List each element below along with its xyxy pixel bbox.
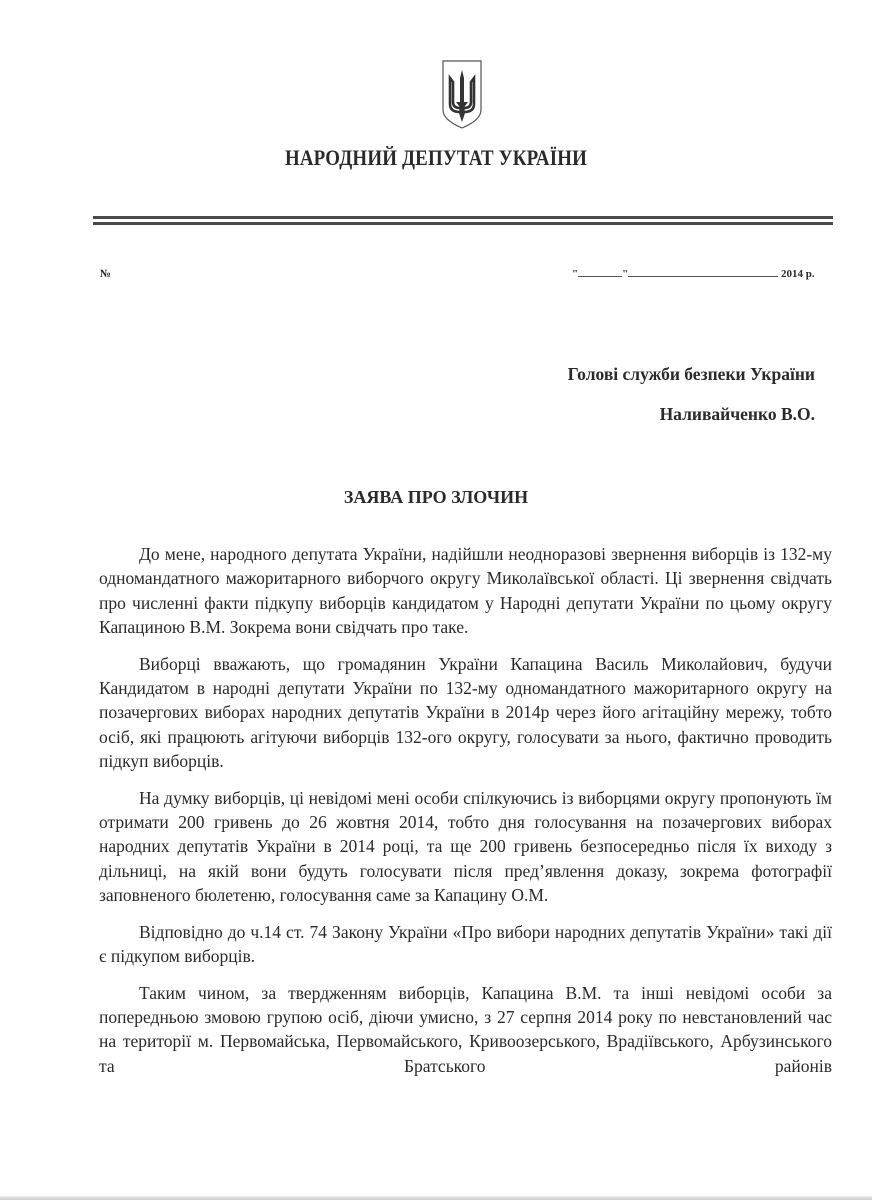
addressee-position: Голові служби безпеки України xyxy=(567,364,815,384)
org-title: НАРОДНИЙ ДЕПУТАТ УКРАЇНИ xyxy=(284,145,588,170)
document-number-label: № xyxy=(100,268,112,280)
date-quote-close: " xyxy=(622,268,629,280)
header-rule xyxy=(93,222,833,225)
paragraph: До мене, народного депутата України, надійшли неодноразові звернення виборців із 132-му одномандатного мажоритарного виборчого округу Миколаївської області. Ці звернення свідчать про численні факти підкупу виборців кандидатом у Народні депутати України по цьому округу Капациною В.М. Зокрема вони свідчать про таке. xyxy=(99,544,832,638)
date-quote-open: " xyxy=(572,268,579,280)
month-blank xyxy=(628,266,778,277)
document-body xyxy=(99,542,832,1090)
paragraph: Таким чином, за твердженням виборців, Капацина В.М. та інші невідомі особи за попередньою змовою групою осіб, діючи умисно, з 27 серпня 2014 року по невстановлений час на території м. Первомайська, Первомайського, Кривоозерського, Врадіївського, Арбузинського та Братського районів xyxy=(99,982,832,1076)
addressee-name: Наливайченко В.О. xyxy=(659,404,815,424)
paragraph: Виборці вважають, що громадянин України Капацина Василь Миколайович, будучи Кандидатом в народні депутати України по 132-му одномандатного мажоритарного округу на позачергових виборах народних депутатів України в 2014р через його агітаційну мережу, тобто осіб, які працюють агітуючи виборців 132-ого округу, голосувати за нього, фактично проводить підкуп виборців. xyxy=(99,653,832,772)
date-line xyxy=(572,266,815,280)
paragraph: Відповідно до ч.14 ст. 74 Закону України «Про вибори народних депутатів України» такі дії є підкупом виборців. xyxy=(99,921,832,967)
paragraph: На думку виборців, ці невідомі мені особи спілкуючись із виборцями округу пропонують їм отримати 200 гривень до 26 жовтня 2014, тобто дня голосування на позачергових виборах народних депутатів України в 2014 році, та ще 200 гривень безпосередньо після їх виходу з дільниці, на якій вони будуть голосувати після пред’явлення доказу, зокрема фотографії заповненого бюлетеню, голосування саме за Капацину О.М. xyxy=(99,787,832,906)
document-title: ЗАЯВА ПРО ЗЛОЧИН xyxy=(343,487,529,507)
page-edge xyxy=(0,1196,872,1200)
trident-coat-of-arms-icon xyxy=(440,58,484,130)
date-year: 2014 р. xyxy=(780,268,815,280)
day-blank xyxy=(578,266,622,277)
header-rule xyxy=(93,216,833,219)
